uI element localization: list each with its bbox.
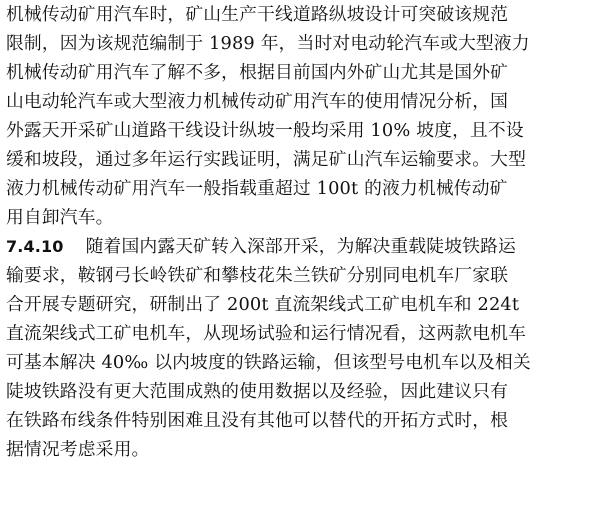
paragraph-2-line: 直流架线式工矿电机车，从现场试验和运行情况看，这两款电机车 [6,323,527,344]
clause-number: 7.4.10 [6,237,64,256]
paragraph-2-line: 在铁路布线条件特别困难且没有其他可以替代的开拓方式时，根 [6,410,509,431]
paragraph-1-line: 山电动轮汽车或大型液力机械传动矿用汽车的使用情况分析，国 [6,91,509,112]
paragraph-2-line: 合开展专题研究，研制出了 200t 直流架线式工矿电机车和 224t [6,294,520,315]
paragraph-1-line: 外露天开采矿山道路干线设计纵坡一般均采用 10% 坡度，且不设 [6,120,524,141]
paragraph-1 [6,0,608,232]
paragraph-1-line: 缓和坡段，通过多年运行实践证明，满足矿山汽车运输要求。大型 [6,149,527,170]
paragraph-1-line: 液力机械传动矿用汽车一般指载重超过 100t 的液力机械传动矿 [6,178,508,199]
paragraph-1-line: 限制，因为该规范编制于 1989 年，当时对电动轮汽车或大型液力 [6,33,530,54]
paragraph-2 [6,232,608,464]
paragraph-2-first-line-text: 随着国内露天矿转入深部开采，为解决重载陡坡铁路运 [85,236,516,257]
paragraph-2-line: 据情况考虑采用。 [6,439,150,460]
paragraph-2-first-line [6,232,608,261]
paragraph-2-line: 可基本解决 40‰ 以内坡度的铁路运输，但该型号电机车以及相关 [6,352,531,373]
paragraph-2-line: 陡坡铁路没有更大范围成熟的使用数据以及经验，因此建议只有 [6,381,509,402]
paragraph-1-line: 机械传动矿用汽车时，矿山生产干线道路纵坡设计可突破该规范 [6,4,509,25]
paragraph-2-line: 输要求，鞍钢弓长岭铁矿和攀枝花朱兰铁矿分别同电机车厂家联 [6,265,509,286]
document-page [6,0,608,464]
paragraph-1-line: 用自卸汽车。 [6,207,114,228]
paragraph-1-line: 机械传动矿用汽车了解不多，根据目前国内外矿山尤其是国外矿 [6,62,509,83]
